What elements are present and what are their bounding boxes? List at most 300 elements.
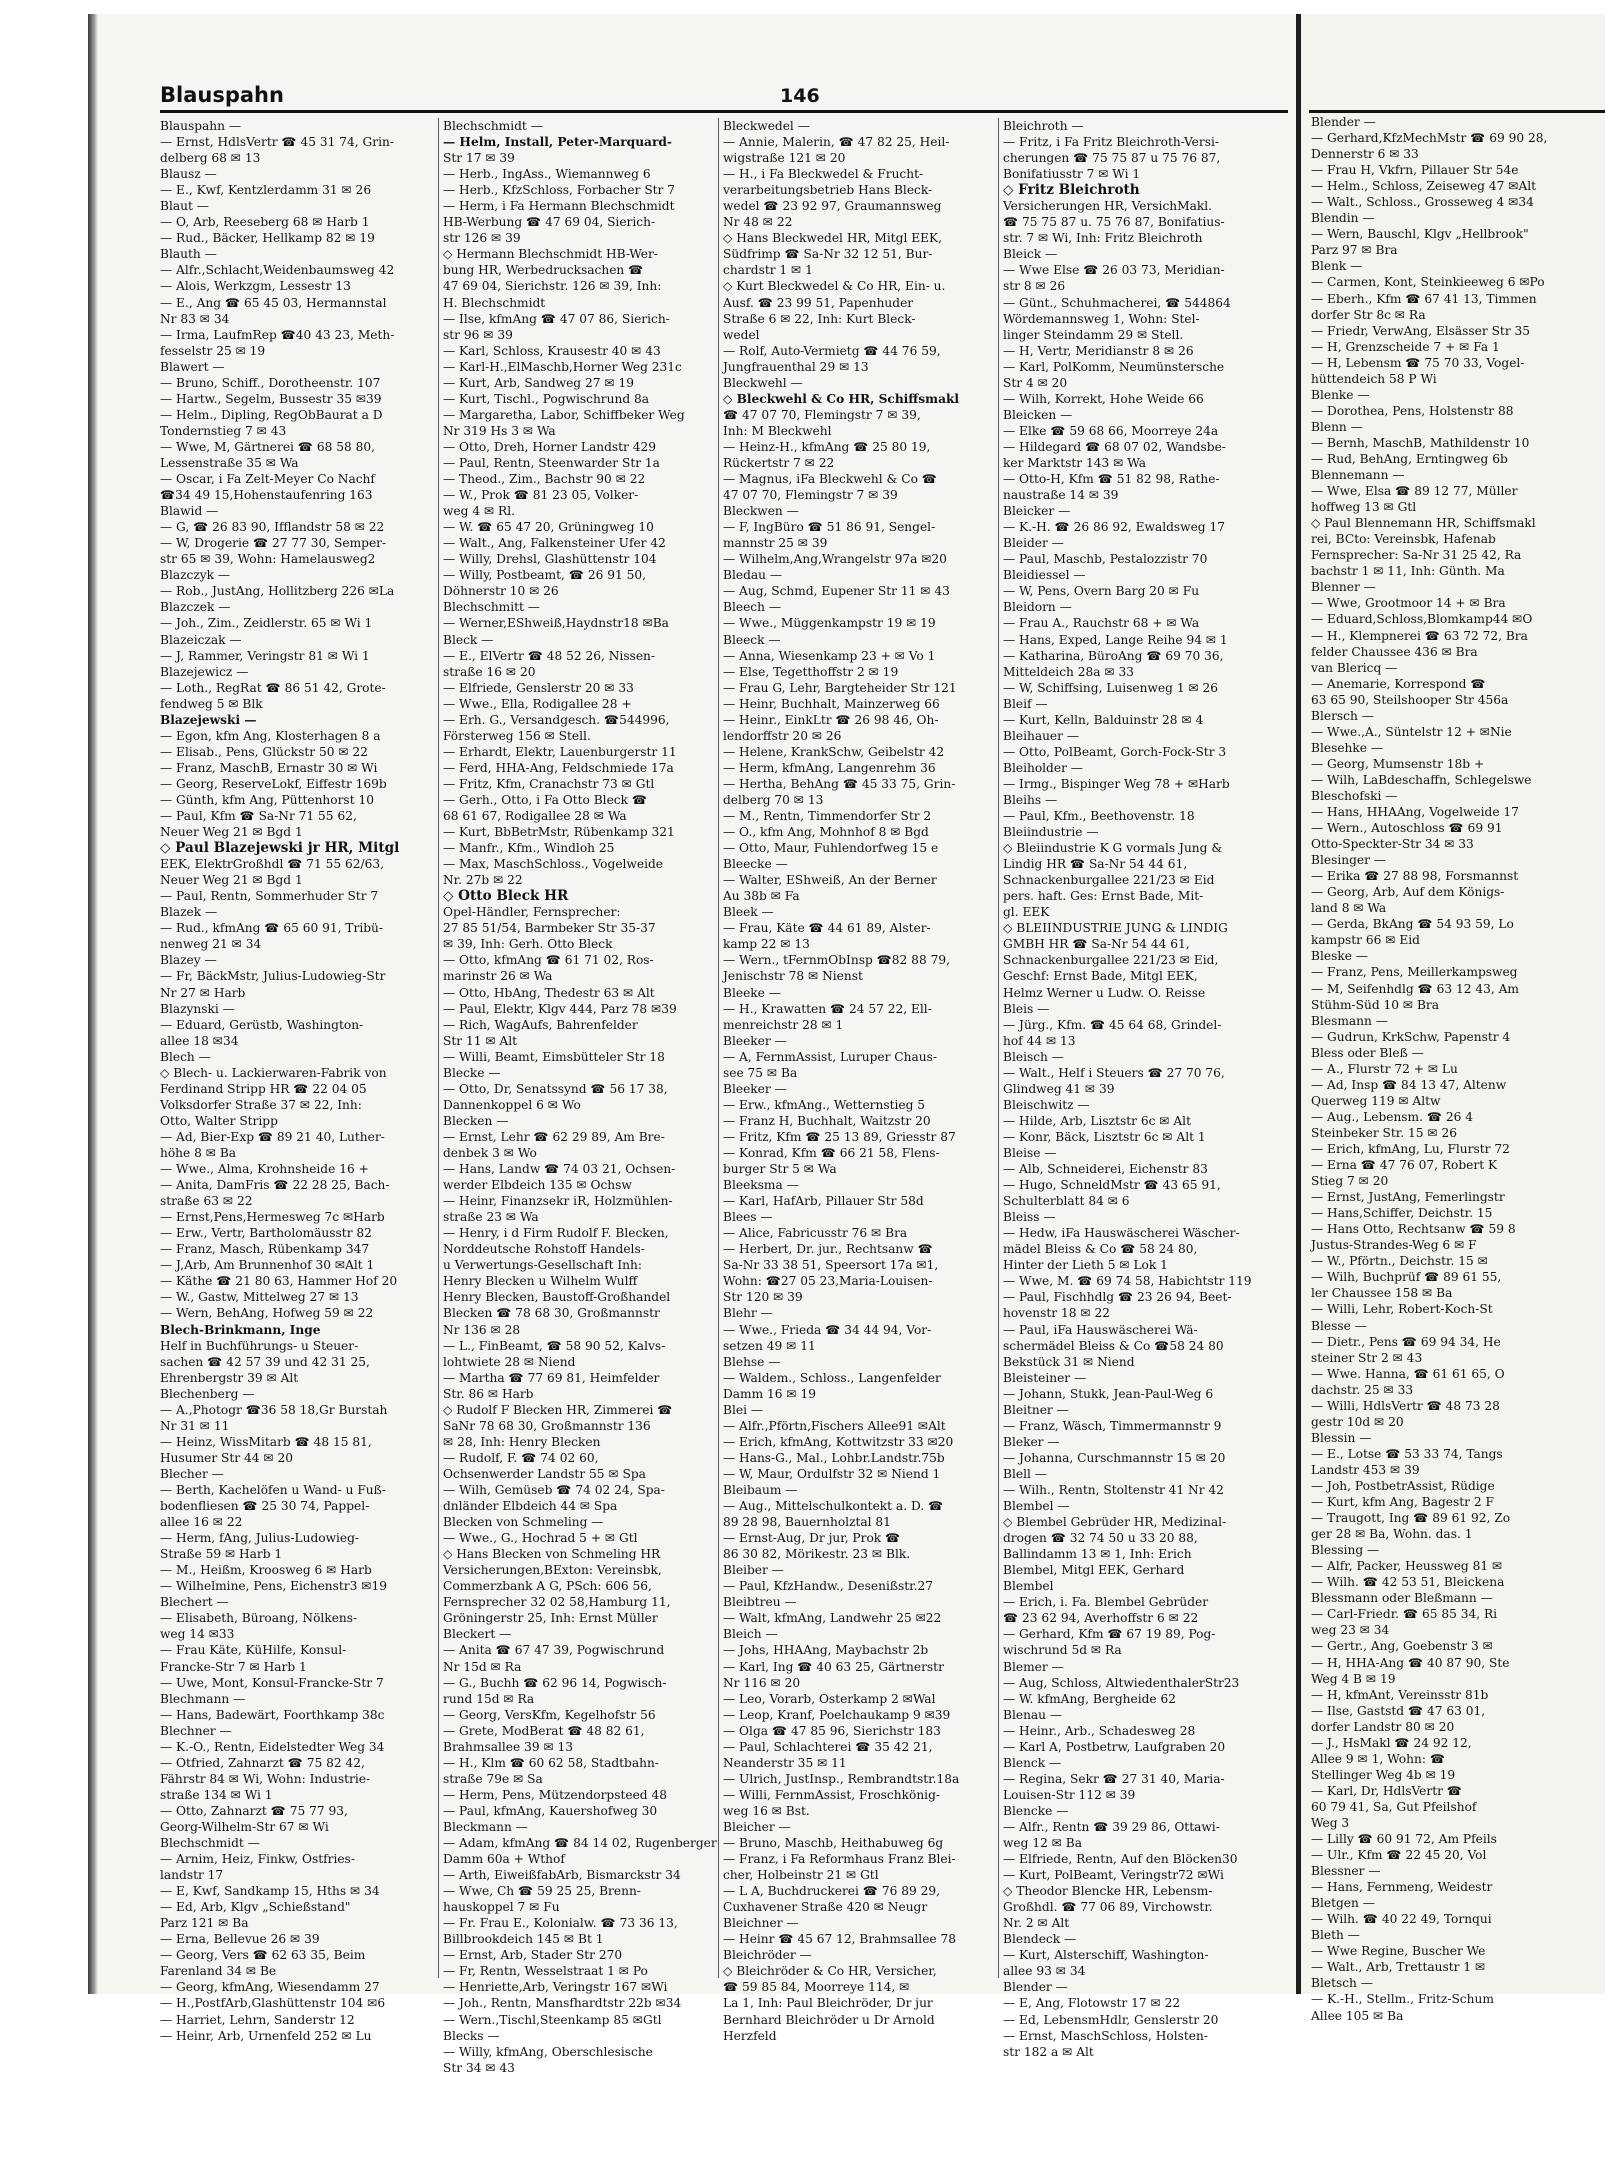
directory-entry-line: Bleeck — [723, 632, 781, 647]
directory-entry-line: Bleske — [1311, 949, 1368, 964]
directory-entry-line: Bleich — [723, 1627, 778, 1642]
directory-entry-line: — Alb, Schneiderei, Eichenstr 83 [1003, 1162, 1208, 1177]
directory-entry-line: Otto, Walter Stripp [160, 1113, 278, 1128]
directory-entry-line: — Ernst, Arb, Stader Str 270 [443, 1948, 623, 1963]
directory-entry-line: ◇ Theodor Blencke HR, Lebensm- [1003, 1884, 1213, 1899]
directory-entry-line: — Hans, Fernmeng, Weidestr [1311, 1880, 1493, 1895]
directory-entry-line: — Fr, BäckMstr, Julius-Ludowieg-Str [160, 969, 386, 984]
directory-entry-line: Au 38b ✉ Fa [723, 889, 800, 904]
directory-entry-line: — Eduard, Gerüstb, Washington- [160, 1017, 364, 1032]
directory-entry-line: Versicherungen,BExton: Vereinsbk, [443, 1563, 662, 1578]
directory-entry-line: — J., HsMakl ☎ 24 92 12, [1311, 1735, 1472, 1750]
directory-entry-line: ker Marktstr 143 ✉ Wa [1003, 455, 1146, 470]
directory-entry-line: Bleibtreu — [723, 1595, 797, 1610]
directory-entry-line: Blazczyk — [160, 568, 231, 583]
directory-entry-line: — Hugo, SchneldMstr ☎ 43 65 91, [1003, 1178, 1221, 1193]
directory-entry-line: — E., Ang ☎ 65 45 03, Hermannstal [160, 295, 387, 310]
directory-entry-line: Justus-Strandes-Weg 6 ✉ F [1311, 1238, 1477, 1253]
directory-entry-line: — Wern., Autoschloss ☎ 69 91 [1311, 821, 1503, 836]
directory-entry-line: ◇ BLEIINDUSTRIE JUNG & LINDIG [1003, 921, 1228, 936]
directory-entry-line: — Herm, Pens, Mützendorpsteed 48 [443, 1787, 667, 1802]
directory-entry-line: Damm 16 ✉ 19 [723, 1386, 817, 1401]
directory-entry-line: — Berth, Kachelöfen u Wand- u Fuß- [160, 1482, 386, 1497]
directory-entry-line: gestr 10d ✉ 20 [1311, 1414, 1404, 1429]
directory-entry-line: Blenn — [1311, 419, 1363, 434]
directory-entry-line: Helf in Buchführungs- u Steuer- [160, 1338, 359, 1353]
directory-entry-line: — Irmg., Bispinger Weg 78 + ✉Harb [1003, 776, 1230, 791]
directory-entry-line: Blauth — [160, 247, 217, 262]
directory-entry-line: — Wwe, M. ☎ 69 74 58, Habichtstr 119 [1003, 1274, 1252, 1289]
directory-entry-line: — Paul, Schlachterei ☎ 35 42 21, [723, 1739, 933, 1754]
directory-entry-line: — Georg, Arb, Auf dem Königs- [1311, 885, 1505, 900]
directory-entry-line: sachen ☎ 42 57 39 und 42 31 25, [160, 1354, 370, 1369]
directory-entry-line: — Franz, i Fa Reformhaus Franz Blei- [723, 1852, 956, 1867]
directory-entry-line: — Käthe ☎ 21 80 63, Hammer Hof 20 [160, 1274, 398, 1289]
directory-entry-line: — Willi, FernmAssist, Froschkönig- [723, 1787, 940, 1802]
directory-entry-line: straße 23 ✉ Wa [443, 1210, 539, 1225]
directory-entry-line: — E., ElVertr ☎ 48 52 26, Nissen- [443, 648, 656, 663]
directory-entry-line: Nr. 2 ✉ Alt [1003, 1916, 1070, 1931]
directory-entry-line: — Franz, Masch, Rübenkamp 347 [160, 1242, 370, 1257]
directory-entry-line: Schulterblatt 84 ✉ 6 [1003, 1194, 1130, 1209]
directory-entry-line: Blechert — [160, 1595, 229, 1610]
directory-entry-line: — A, FernmAssist, Luruper Chaus- [723, 1049, 937, 1064]
directory-entry-line: Neuer Weg 21 ✉ Bgd 1 [160, 825, 303, 840]
directory-entry-line: — Wilh. ☎ 42 53 51, Bleickena [1311, 1575, 1505, 1590]
directory-entry-line: — K.-O., Rentn, Eidelstedter Weg 34 [160, 1739, 385, 1754]
directory-entry-line: fesselstr 25 ✉ 19 [160, 343, 266, 358]
directory-entry-line: — M., Heißm, Kroosweg 6 ✉ Harb [160, 1563, 372, 1578]
directory-entry-line: — Wwe, Grootmoor 14 + ✉ Bra [1311, 596, 1506, 611]
directory-entry-line: Blehse — [723, 1354, 781, 1369]
directory-entry-line: — Wilh, Gemüseb ☎ 74 02 24, Spa- [443, 1482, 665, 1497]
directory-entry-line: — Herm, fAng, Julius-Ludowieg- [160, 1531, 360, 1546]
directory-entry-line: Bleker — [1003, 1434, 1060, 1449]
directory-entry-line: Bleckwen — [723, 504, 799, 519]
directory-entry-line: — Kurt, Alsterschiff, Washington- [1003, 1948, 1209, 1963]
directory-entry-line: — Ernst, JustAng, Femerlingstr [1311, 1190, 1505, 1205]
directory-entry-line: — Herm, kfmAng, Langenrehm 36 [723, 760, 936, 775]
directory-entry-line: — A., Flurstr 72 + ✉ Lu [1311, 1061, 1458, 1076]
directory-entry-line: — Anita, DamFris ☎ 22 28 25, Bach- [160, 1178, 390, 1193]
directory-entry-line: 63 65 90, Steilshooper Str 456a [1311, 692, 1509, 707]
directory-entry-line: — Irma, LaufmRep ☎40 43 23, Meth- [160, 327, 395, 342]
directory-entry-line: — Fritz, Kfm ☎ 25 13 89, Griesstr 87 [723, 1129, 956, 1144]
directory-entry-line: — Heinr., EinkLtr ☎ 26 98 46, Oh- [723, 712, 939, 727]
directory-entry-line: — Wwe Else ☎ 26 03 73, Meridian- [1003, 263, 1225, 278]
directory-entry-line: schermädel Bleiss & Co ☎58 24 80 [1003, 1338, 1224, 1353]
directory-entry-line: Blechschmidt — [160, 1836, 260, 1851]
listing-column-1 [160, 118, 432, 2043]
directory-entry-line: — Bruno, Schiff., Dorotheenstr. 107 [160, 375, 381, 390]
directory-entry-line: Blawert — [160, 359, 225, 374]
directory-entry-line: — Willi, HdlsVertr ☎ 48 73 28 [1311, 1398, 1500, 1413]
directory-entry-line: Bleicher — [723, 1819, 791, 1834]
directory-entry-line: — Paul, KfzHandw., Desenißstr.27 [723, 1579, 934, 1594]
directory-entry-line: — Otto, Maur, Fuhlendorfweg 15 e [723, 841, 939, 856]
directory-entry-line: — Franz, Pens, Meillerkampsweg [1311, 965, 1518, 980]
directory-entry-line: — Annie, Malerin, ☎ 47 82 25, Heil- [723, 135, 950, 150]
directory-entry-line: Nr 319 Hs 3 ✉ Wa [443, 423, 556, 438]
directory-entry-line: kamp 22 ✉ 13 [723, 937, 810, 952]
directory-entry-line: Blenner — [1311, 580, 1376, 595]
directory-entry-line: Blendin — [1311, 211, 1375, 226]
directory-entry-line: — J, Rammer, Veringstr 81 ✉ Wi 1 [160, 648, 370, 663]
directory-entry-line: — Traugott, Ing ☎ 89 61 92, Zo [1311, 1511, 1511, 1526]
directory-entry-line: — Karl, Dr, HdlsVertr ☎ [1311, 1783, 1462, 1798]
directory-entry-line: — Kurt, BbBetrMstr, Rübenkamp 321 [443, 825, 675, 840]
directory-entry-line: fendweg 5 ✉ Blk [160, 696, 263, 711]
directory-entry-line: — Erich, i. Fa. Blembel Gebrüder [1003, 1595, 1209, 1610]
directory-entry-line: Blell — [1003, 1466, 1047, 1481]
directory-entry-line: Blazczek — [160, 600, 231, 615]
directory-entry-line: Blechschmidt — [443, 119, 543, 133]
listing-column-3 [718, 118, 995, 2043]
directory-entry-line: Bleihauer — [1003, 728, 1080, 743]
directory-entry-line: Str 17 ✉ 39 [443, 151, 515, 166]
directory-entry-line: Südfrimp ☎ Sa-Nr 32 12 51, Bur- [723, 247, 933, 262]
directory-entry-line: — Wilh, Buchprüf ☎ 89 61 55, [1311, 1270, 1502, 1285]
directory-entry-line: — Heinz-H., kfmAng ☎ 25 80 19, [723, 439, 931, 454]
directory-entry-line: — H, Lebensm ☎ 75 70 33, Vogel- [1311, 355, 1525, 370]
directory-entry-line: — Walt., Schloss., Grosseweg 4 ✉34 [1311, 195, 1534, 210]
directory-entry-line: denbek 3 ✉ Wo [443, 1146, 537, 1160]
directory-entry-line: Bleecke — [723, 857, 788, 872]
directory-entry-line: Schnackenburgallee 221/23 ✉ Eid, [1003, 953, 1219, 968]
directory-entry-line: Bleibaum — [723, 1482, 798, 1497]
directory-entry-line: Querweg 119 ✉ Altw [1311, 1093, 1441, 1108]
directory-entry-line: Ferdinand Stripp HR ☎ 22 04 05 [160, 1081, 367, 1096]
directory-entry-line: Blazejewicz — [160, 664, 249, 679]
directory-entry-line: Blecher — [160, 1466, 224, 1481]
directory-entry-line: Bletsch — [1311, 1976, 1373, 1991]
directory-entry-line: Blembel [1003, 1579, 1054, 1594]
directory-entry-line: — Paul, Rentn, Steenwarder Str 1a [443, 455, 660, 470]
directory-entry-line: — H.,PostfArb,Glashüttenstr 104 ✉6 [160, 1996, 386, 2011]
directory-entry-line: Blechner — [160, 1723, 232, 1738]
directory-entry-line: Bleeker — [723, 1081, 787, 1096]
directory-entry-line: str 182 a ✉ Alt [1003, 2044, 1094, 2059]
directory-entry-line: Bleschofski — [1311, 788, 1398, 803]
directory-entry-line: Blecken ☎ 78 68 30, Großmannstr [443, 1306, 660, 1321]
directory-entry-line: hüttendeich 58 P Wi [1311, 371, 1437, 386]
directory-entry-line: weg 12 ✉ Ba [1003, 1836, 1083, 1851]
page-number: 146 [780, 85, 820, 107]
directory-entry-line: Dennerstr 6 ✉ 33 [1311, 147, 1419, 162]
directory-entry-line: — Otto-H, Kfm ☎ 51 82 98, Rathe- [1003, 472, 1220, 487]
directory-entry-line: — M, Seifenhdlg ☎ 63 12 43, Am [1311, 981, 1519, 996]
directory-entry-line: Blennemann — [1311, 468, 1405, 483]
directory-entry-line: — Johann, Stukk, Jean-Paul-Weg 6 [1003, 1386, 1214, 1401]
directory-entry-line: — Fritz, Kfm, Cranachstr 73 ✉ Gtl [443, 776, 655, 791]
directory-entry-line: — Elfriede, Rentn, Auf den Blöcken30 [1003, 1852, 1238, 1867]
directory-entry-line: — Frau Käte, KüHilfe, Konsul- [160, 1643, 347, 1658]
directory-entry-line: ☎34 49 15,Hohenstaufenring 163 [160, 488, 373, 503]
directory-entry-line: allee 93 ✉ 34 [1003, 1964, 1086, 1979]
directory-entry-line: Bekstück 31 ✉ Niend [1003, 1354, 1135, 1369]
directory-entry-line: Blecken — [443, 1113, 509, 1128]
directory-entry-line: Sa-Nr 33 38 51, Speersort 17a ✉1, [723, 1258, 939, 1273]
directory-entry-line: Bleidiessel — [1003, 568, 1086, 583]
directory-entry-line: — H, Grenzscheide 7 + ✉ Fa 1 [1311, 339, 1500, 354]
directory-entry-line: — Rud, BehAng, Erntingweg 6b [1311, 451, 1508, 466]
directory-entry-line: — Frau G, Lehr, Bargteheider Str 121 [723, 680, 957, 695]
directory-entry-line: ☎ 47 07 70, Flemingstr 7 ✉ 39, [723, 407, 921, 422]
directory-entry-line: — Helm., Schloss, Zeiseweg 47 ✉Alt [1311, 179, 1537, 194]
directory-entry-line: — L A, Buchdruckerei ☎ 76 89 29, [723, 1884, 940, 1899]
directory-entry-line: Bleif — [1003, 696, 1048, 711]
directory-entry-line: cherungen ☎ 75 75 87 u 75 76 87, [1003, 151, 1221, 166]
directory-entry-line: 27 85 51/54, Barmbeker Str 35-37 [443, 921, 656, 936]
directory-entry-line: Bleichroth — [1003, 119, 1084, 133]
directory-entry-line: — Heinr, Arb, Urnenfeld 252 ✉ Lu [160, 2028, 372, 2043]
directory-entry-line: dnländer Elbdeich 44 ✉ Spa [443, 1499, 618, 1514]
directory-entry-line: Str 34 ✉ 43 [443, 2060, 515, 2075]
directory-entry-line: Nr 15d ✉ Ra [443, 1659, 522, 1674]
directory-entry-line: linger Steindamm 29 ✉ Stell. [1003, 327, 1184, 342]
directory-entry-line: Volksdorfer Straße 37 ✉ 22, Inh: [160, 1097, 362, 1112]
directory-entry-line: Bleis — [1003, 1001, 1050, 1016]
directory-entry-line: — Wilh, LaBdeschaffn, Schlegelswe [1311, 772, 1532, 787]
directory-entry-line: Blesmann — [1311, 1013, 1388, 1028]
directory-entry-line: Bleeker — [723, 1033, 787, 1048]
directory-entry-line: lendorffstr 20 ✉ 26 [723, 728, 842, 743]
directory-entry-line: — Wwe., Alma, Krohnsheide 16 + [160, 1162, 369, 1177]
directory-entry-line: Nr 27 ✉ Harb [160, 985, 246, 1000]
directory-entry-line: — Erh. G., Versandgesch. ☎544996, [443, 712, 670, 727]
directory-entry-line: Blessin — [1311, 1430, 1372, 1445]
directory-entry-line: — Fr. Frau E., Kolonialw. ☎ 73 36 13, [443, 1916, 678, 1931]
directory-entry-line: Hinter der Lieth 5 ✉ Lok 1 [1003, 1258, 1168, 1273]
directory-entry-line: Blech — [160, 1049, 211, 1064]
directory-entry-line: Weg 3 [1311, 1815, 1350, 1830]
directory-entry-line: Blenk — [1311, 259, 1363, 274]
directory-entry-line: — Paul, Elektr, Klgv 444, Parz 78 ✉39 [443, 1001, 677, 1016]
directory-entry-line: SaNr 78 68 30, Großmannstr 136 [443, 1418, 651, 1433]
directory-entry-line: — Ulr., Kfm ☎ 22 45 20, Vol [1311, 1848, 1487, 1863]
directory-entry-line: — Paul, Kfm ☎ Sa-Nr 71 55 62, [160, 809, 357, 824]
directory-page-146 [88, 14, 1304, 2075]
directory-entry-line: — Rolf, Auto-Vermietg ☎ 44 76 59, [723, 343, 941, 358]
directory-entry-line: — Elfriede, Genslerstr 20 ✉ 33 [443, 680, 634, 695]
directory-entry-line: — H., Klempnerei ☎ 63 72 72, Bra [1311, 628, 1528, 643]
directory-entry-line: — Hans-G., Mal., Lohbr.Landstr.75b [723, 1450, 945, 1465]
directory-entry-line: Straße 59 ✉ Harb 1 [160, 1547, 283, 1562]
directory-entry-line: Bletgen — [1311, 1896, 1375, 1911]
directory-entry-line: — G., Buchh ☎ 62 96 14, Pogwisch- [443, 1675, 667, 1690]
directory-entry-line: — Theod., Zim., Bachstr 90 ✉ 22 [443, 472, 646, 487]
directory-entry-line: — Erw., kfmAng., Wetternstieg 5 [723, 1097, 926, 1112]
directory-entry-line: — Anemarie, Korrespond ☎ [1311, 676, 1486, 691]
directory-entry-line: Döhnerstr 10 ✉ 26 [443, 584, 559, 599]
directory-entry-line: ✉ 28, Inh: Henry Blecken [443, 1434, 601, 1449]
directory-entry-line: Fernsprecher 32 02 58,Hamburg 11, [443, 1595, 671, 1610]
directory-entry-line: — W. ☎ 65 47 20, Grüningweg 10 [443, 520, 654, 535]
directory-entry-line: wigstraße 121 ✉ 20 [723, 151, 846, 166]
directory-entry-line: — Wwe, Elsa ☎ 89 12 77, Müller [1311, 484, 1518, 499]
directory-entry-line: Blecke — [443, 1065, 501, 1080]
directory-entry-line: Blendeck — [1003, 1932, 1077, 1947]
directory-entry-line: — Paul, iFa Hauswäscherei Wä- [1003, 1322, 1198, 1337]
directory-entry-line: rei, BCto: Vereinsbk, Hafenab [1311, 532, 1496, 547]
directory-entry-line: — Karl A, Postbetrw, Laufgraben 20 [1003, 1739, 1226, 1754]
directory-entry-line: cher, Holbeinstr 21 ✉ Gtl [723, 1868, 879, 1883]
directory-entry-line: Stellinger Weg 4b ✉ 19 [1311, 1767, 1456, 1782]
directory-entry-line: — Willy, Postbeamt, ☎ 26 91 50, [443, 568, 646, 583]
directory-entry-line: — Frau A., Rauchstr 68 + ✉ Wa [1003, 616, 1200, 631]
directory-entry-line: Blenau — [1003, 1707, 1063, 1722]
listing-column-4 [998, 118, 1275, 2059]
directory-entry-line: bung HR, Werbedrucksachen ☎ [443, 263, 644, 278]
directory-entry-line: — Karl, PolKomm, Neumünstersche [1003, 359, 1225, 374]
directory-entry-line: mannstr 25 ✉ 39 [723, 536, 828, 551]
directory-entry-line: Rückertstr 7 ✉ 22 [723, 455, 835, 470]
directory-entry-line: — F, IngBüro ☎ 51 86 91, Sengel- [723, 520, 936, 535]
directory-entry-line: — A.,Photogr ☎36 58 18,Gr Burstah [160, 1402, 388, 1417]
directory-entry-line: — Alfr., Rentn ☎ 39 29 86, Ottawi- [1003, 1819, 1220, 1834]
directory-entry-line: allee 18 ✉34 [160, 1033, 239, 1048]
directory-entry-line: — Elisabeth, Büroang, Nölkens- [160, 1611, 358, 1626]
directory-entry-line: — Günth, kfm Ang, Püttenhorst 10 [160, 792, 374, 807]
directory-entry-line: — Egon, kfm Ang, Klosterhagen 8 a [160, 728, 381, 743]
directory-entry-line: str 126 ✉ 39 [443, 231, 521, 246]
directory-entry-line: — Gerhard,KfzMechMstr ☎ 69 90 28, [1311, 131, 1548, 146]
directory-entry-line: chardstr 1 ✉ 1 [723, 263, 813, 278]
directory-entry-line: höhe 8 ✉ Ba [160, 1146, 237, 1160]
directory-entry-line: — Walt., Helf i Steuers ☎ 27 70 76, [1003, 1065, 1225, 1080]
directory-entry-line: ◇ Hermann Blechschmidt HB-Wer- [443, 247, 658, 262]
directory-entry-line: Blecken von Schmeling — [443, 1515, 604, 1530]
book-gutter-shadow [88, 14, 98, 1994]
directory-entry-line: — Dietr., Pens ☎ 69 94 34, He [1311, 1334, 1501, 1349]
directory-entry-line: Blech-Brinkmann, Inge [160, 1322, 321, 1337]
directory-entry-line: gl. EEK [1003, 905, 1050, 920]
directory-entry-line: wedel ☎ 23 92 97, Graumannsweg [723, 199, 942, 214]
directory-entry-line: — Wilh., Rentn, Stoltenstr 41 Nr 42 [1003, 1482, 1224, 1497]
directory-entry-line: ◇ Kurt Bleckwedel & Co HR, Ein- u. [723, 279, 946, 294]
listing-column-2 [438, 118, 717, 2075]
directory-entry-line: weg 4 ✉ Rl. [443, 504, 515, 519]
directory-entry-line: delberg 68 ✉ 13 [160, 151, 261, 166]
directory-entry-line: Bleeksma — [723, 1178, 799, 1193]
directory-entry-line: Versicherungen HR, VersichMakl. [1003, 199, 1213, 214]
directory-entry-line: — Margaretha, Labor, Schiffbeker Weg [443, 407, 685, 422]
directory-entry-line: Stieg 7 ✉ 20 [1311, 1174, 1389, 1189]
directory-entry-line: — E, Kwf, Sandkamp 15, Hths ✉ 34 [160, 1884, 380, 1899]
facing-page-rule [1309, 102, 1605, 113]
directory-entry-line: H. Blechschmidt [443, 295, 546, 310]
directory-entry-line: Bleckmann — [443, 1819, 528, 1834]
directory-entry-line: — Walt., Arb, Trettaustr 1 ✉ [1311, 1960, 1486, 1975]
directory-entry-line: — Heinr, Finanzsekr iR, Holzmühlen- [443, 1194, 673, 1209]
directory-entry-line: — Rud., kfmAng ☎ 65 60 91, Tribü- [160, 921, 383, 936]
directory-entry-line: — Elke ☎ 59 68 66, Moorreye 24a [1003, 423, 1219, 438]
directory-entry-line: Bleichner — [723, 1916, 799, 1931]
directory-entry-line: Blecks — [443, 2028, 500, 2043]
directory-entry-line: str 65 ✉ 39, Wohn: Hamelausweg2 [160, 552, 376, 567]
directory-entry-line: — Elisab., Pens, Glückstr 50 ✉ 22 [160, 744, 368, 759]
directory-entry-line: Henry Blecken u Wilhelm Wulff [443, 1274, 638, 1289]
directory-entry-line: — Rud., Bäcker, Hellkamp 82 ✉ 19 [160, 231, 375, 246]
directory-entry-line: straße 134 ✉ Wi 1 [160, 1787, 273, 1802]
directory-entry-line: hoffweg 13 ✉ Gtl [1311, 500, 1417, 515]
directory-entry-line: ◇ Bleichröder & Co HR, Versicher, [723, 1964, 937, 1979]
directory-entry-line: Landstr 453 ✉ 39 [1311, 1462, 1420, 1477]
facing-page [1296, 14, 1605, 2023]
directory-entry-line: — Martha ☎ 77 69 81, Heimfelder [443, 1370, 660, 1385]
directory-entry-line: — Kurt, kfm Ang, Bagestr 2 F [1311, 1495, 1494, 1510]
directory-entry-line: — Paul, Rentn, Sommerhuder Str 7 [160, 889, 379, 904]
directory-entry-line: — Willi, Beamt, Eimsbütteler Str 18 [443, 1049, 665, 1064]
directory-entry-line: — Hilde, Arb, Lisztstr 6c ✉ Alt [1003, 1113, 1191, 1128]
directory-entry-line: — Aug., Mittelschulkontekt a. D. ☎ [723, 1499, 944, 1514]
directory-entry-line: — Bernh, MaschB, Mathildenstr 10 [1311, 435, 1530, 450]
directory-entry-line: Blembel — [1003, 1499, 1070, 1514]
directory-entry-line: Herzfeld [723, 2028, 777, 2043]
directory-entry-line: — Otto, Dreh, Horner Landstr 429 [443, 439, 657, 454]
directory-entry-line: str 8 ✉ 26 [1003, 279, 1066, 294]
directory-entry-line: Blechenberg — [160, 1386, 255, 1401]
directory-entry-line: Bless oder Bleß — [1311, 1045, 1424, 1060]
directory-entry-line: Bleiss — [1003, 1210, 1056, 1225]
directory-entry-line: — Willy, kfmAng, Oberschlesische [443, 2044, 653, 2059]
directory-entry-line: Bleech — [723, 600, 782, 615]
directory-entry-line: — Loth., RegRat ☎ 86 51 42, Grote- [160, 680, 386, 695]
directory-entry-line: Blazynski — [160, 1001, 235, 1016]
directory-entry-line: straße 79e ✉ Sa [443, 1771, 543, 1786]
directory-entry-line: ◇ Paul Blazejewski jr HR, Mitgl [160, 840, 400, 857]
directory-entry-line: — Frau H, Vkfrn, Pillauer Str 54e [1311, 163, 1519, 178]
directory-entry-line: Commerzbank A G, PSch: 606 56, [443, 1579, 652, 1594]
directory-entry-line: — Wwe., Ella, Rodigallee 28 + [443, 696, 632, 711]
directory-entry-line: — H., Klm ☎ 60 62 58, Stadtbahn- [443, 1755, 659, 1770]
directory-entry-line: Tondernstieg 7 ✉ 43 [160, 423, 287, 438]
directory-entry-line: — Herm, i Fa Hermann Blechschmidt [443, 199, 675, 214]
directory-entry-line: — Otto, HbAng, Thedestr 63 ✉ Alt [443, 985, 655, 1000]
directory-entry-line: Blazek — [160, 905, 218, 920]
directory-entry-line: Bleihs — [1003, 792, 1058, 807]
directory-entry-line: — Ernst-Aug, Dr jur, Prok ☎ [723, 1531, 901, 1546]
directory-entry-line: — Ferd, HHA-Ang, Feldschmiede 17a [443, 760, 674, 775]
directory-entry-line: Ehrenbergstr 39 ✉ Alt [160, 1370, 299, 1385]
directory-entry-line: GMBH HR ☎ Sa-Nr 54 44 61, [1003, 937, 1190, 952]
directory-entry-line: — Hartw., Segelm, Bussestr 35 ✉39 [160, 391, 382, 406]
directory-entry-line: ◇ Hans Bleckwedel HR, Mitgl EEK, [723, 231, 943, 246]
directory-entry-line: — Paul, Fischhdlg ☎ 23 26 94, Beet- [1003, 1290, 1232, 1305]
directory-entry-line: — H, HHA-Ang ☎ 40 87 90, Ste [1311, 1655, 1510, 1670]
directory-entry-line: — Ernst,Pens,Hermesweg 7c ✉Harb [160, 1210, 385, 1225]
directory-entry-line: Blausz — [160, 167, 217, 182]
directory-entry-line: Norddeutsche Rohstoff Handels- [443, 1242, 645, 1257]
directory-entry-line: ☎ 75 75 87 u. 75 76 87, Bonifatius- [1003, 215, 1225, 230]
directory-entry-line: — Georg, ReserveLokf, Eiffestr 169b [160, 776, 387, 791]
directory-entry-line: — Ilse, Gaststd ☎ 47 63 01, [1311, 1703, 1486, 1718]
directory-entry-line: — Wilh, Korrekt, Hohe Weide 66 [1003, 391, 1204, 406]
directory-entry-line: — Georg, Mumsenstr 18b + [1311, 756, 1485, 771]
directory-entry-line: — Alfr, Packer, Heussweg 81 ✉ [1311, 1559, 1503, 1574]
directory-entry-line: Blenck — [1003, 1755, 1062, 1770]
directory-entry-line: — Ed, LebensmHdlr, Genslerstr 20 [1003, 2012, 1219, 2027]
directory-entry-line: — Erich, kfmAng, Kottwitzstr 33 ✉20 [723, 1434, 954, 1449]
directory-entry-line: — Joh., Rentn, Mansfhardtstr 22b ✉34 [443, 1996, 682, 2011]
page-header [160, 70, 1288, 113]
directory-entry-line: str 96 ✉ 39 [443, 327, 513, 342]
directory-entry-line: — Franz H, Buchhalt, Waitzstr 20 [723, 1113, 931, 1128]
directory-entry-line: ◇ Fritz Bleichroth [1003, 182, 1140, 199]
directory-entry-line: dachstr. 25 ✉ 33 [1311, 1382, 1414, 1397]
directory-entry-line: Wohn: ☎27 05 23,Maria-Louisen- [723, 1274, 933, 1289]
directory-entry-line: ◇ Paul Blennemann HR, Schiffsmakl [1311, 516, 1536, 531]
